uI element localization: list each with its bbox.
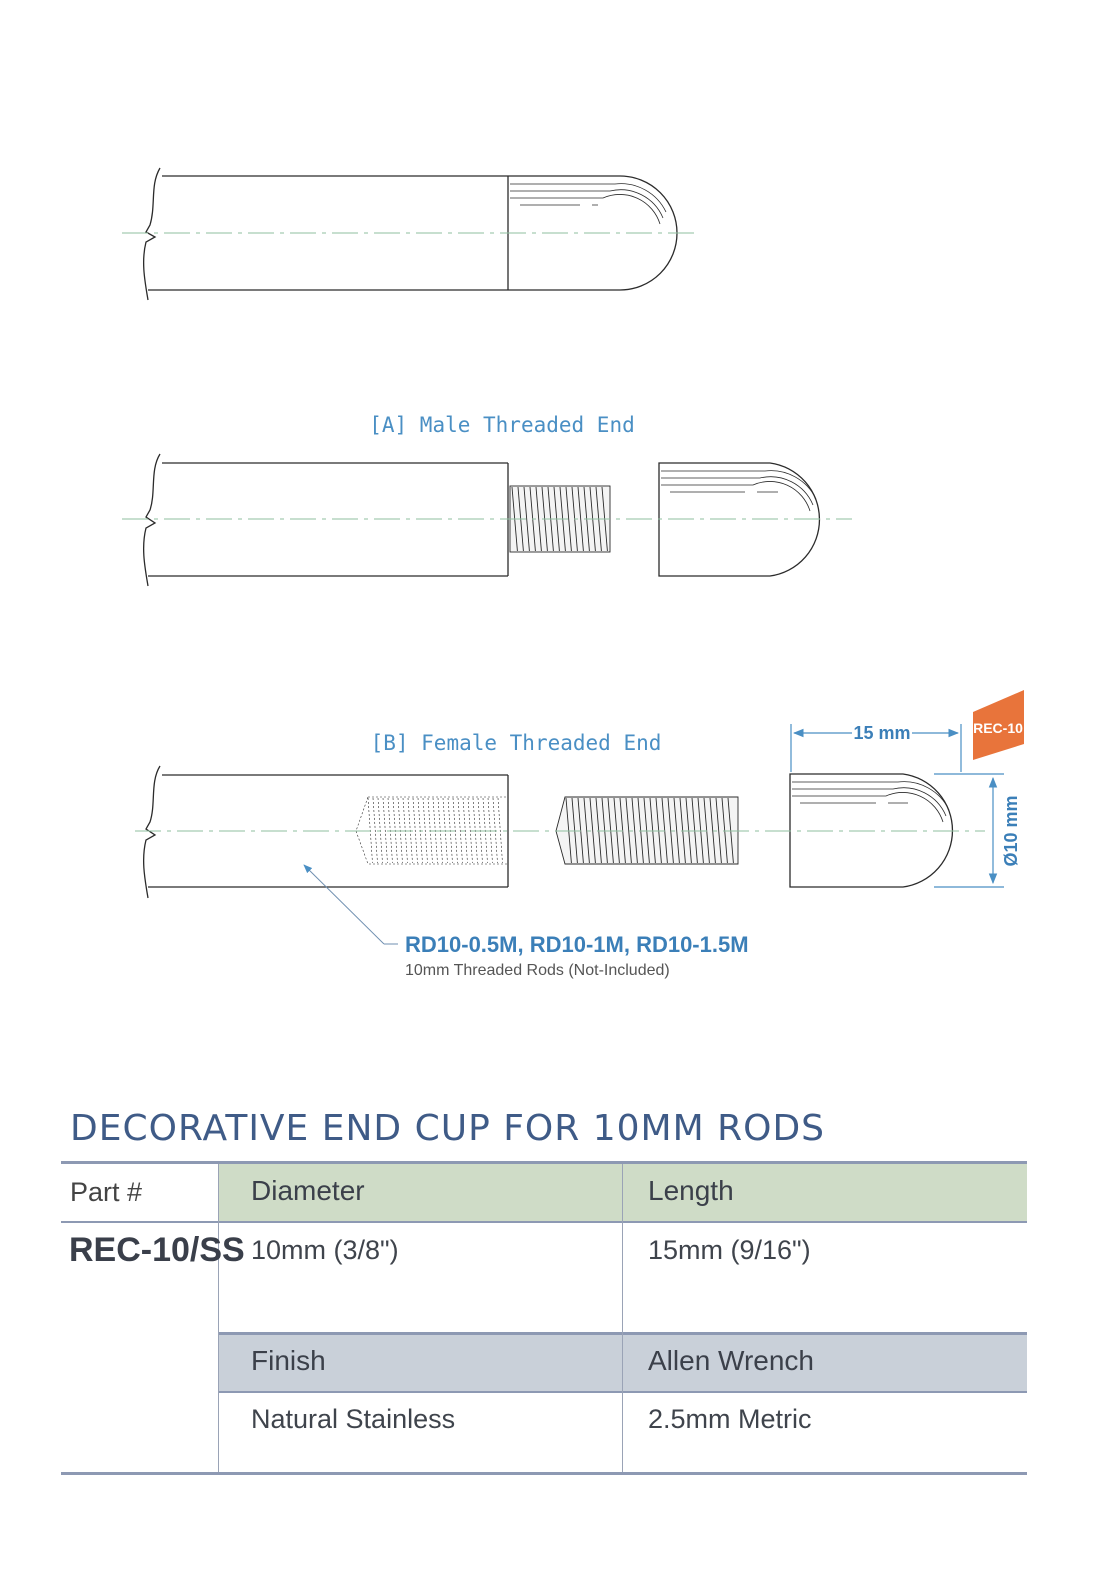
thread-line xyxy=(373,798,378,863)
part-number-value: REC-10/SS xyxy=(69,1231,245,1269)
male-rod-break-line xyxy=(144,454,160,586)
assembled-rod-figure xyxy=(122,168,700,300)
diameter-label: Diameter xyxy=(251,1175,365,1206)
callout-leader xyxy=(304,865,398,944)
finish-header-band xyxy=(219,1334,1027,1391)
allen-wrench-value: 2.5mm Metric xyxy=(648,1404,812,1434)
diameter-value: 10mm (3/8") xyxy=(251,1235,399,1265)
table-bottom-rule xyxy=(61,1472,1027,1475)
thread-line xyxy=(423,798,428,863)
part-badge xyxy=(973,690,1024,760)
rod-break-line-top xyxy=(144,168,160,300)
finish-top-rule xyxy=(219,1332,1027,1335)
callout-note: 10mm Threaded Rods (Not-Included) xyxy=(405,962,670,979)
length-value: 15mm (9/16") xyxy=(648,1235,811,1265)
length-column-divider xyxy=(622,1164,623,1472)
section-a-title: [A] Male Threaded End xyxy=(369,413,635,437)
thread-line xyxy=(498,798,503,863)
spec-table xyxy=(61,1161,1027,1475)
part-column-divider xyxy=(218,1164,219,1472)
separate-cup-shading xyxy=(661,471,816,511)
table-top-rule xyxy=(61,1161,1027,1164)
callout-part-numbers: RD10-0.5M, RD10-1M, RD10-1.5M xyxy=(405,932,749,957)
header-divider xyxy=(61,1221,1027,1223)
allen-wrench-label: Allen Wrench xyxy=(648,1345,815,1376)
diameter-dimension-label: Ø10 mm xyxy=(1001,795,1021,867)
female-rod-break-line xyxy=(144,766,160,898)
cup-shading-lines xyxy=(510,184,666,224)
part-number-label: Part # xyxy=(70,1177,143,1207)
finish-value: Natural Stainless xyxy=(251,1404,456,1434)
product-title: DECORATIVE END CUP FOR 10MM RODS xyxy=(70,1108,826,1149)
section-b-title: [B] Female Threaded End xyxy=(370,731,662,755)
male-threaded-figure xyxy=(122,454,852,586)
length-dimension-label: 15 mm xyxy=(853,723,911,743)
female-threaded-figure xyxy=(135,766,985,898)
female-cup-shading xyxy=(792,782,949,822)
thread-line xyxy=(413,798,418,863)
finish-header-divider xyxy=(219,1391,1027,1393)
part-badge-label: REC-10 xyxy=(973,720,1023,736)
finish-label: Finish xyxy=(251,1345,326,1376)
length-label: Length xyxy=(648,1175,734,1206)
thread-line xyxy=(383,798,388,863)
